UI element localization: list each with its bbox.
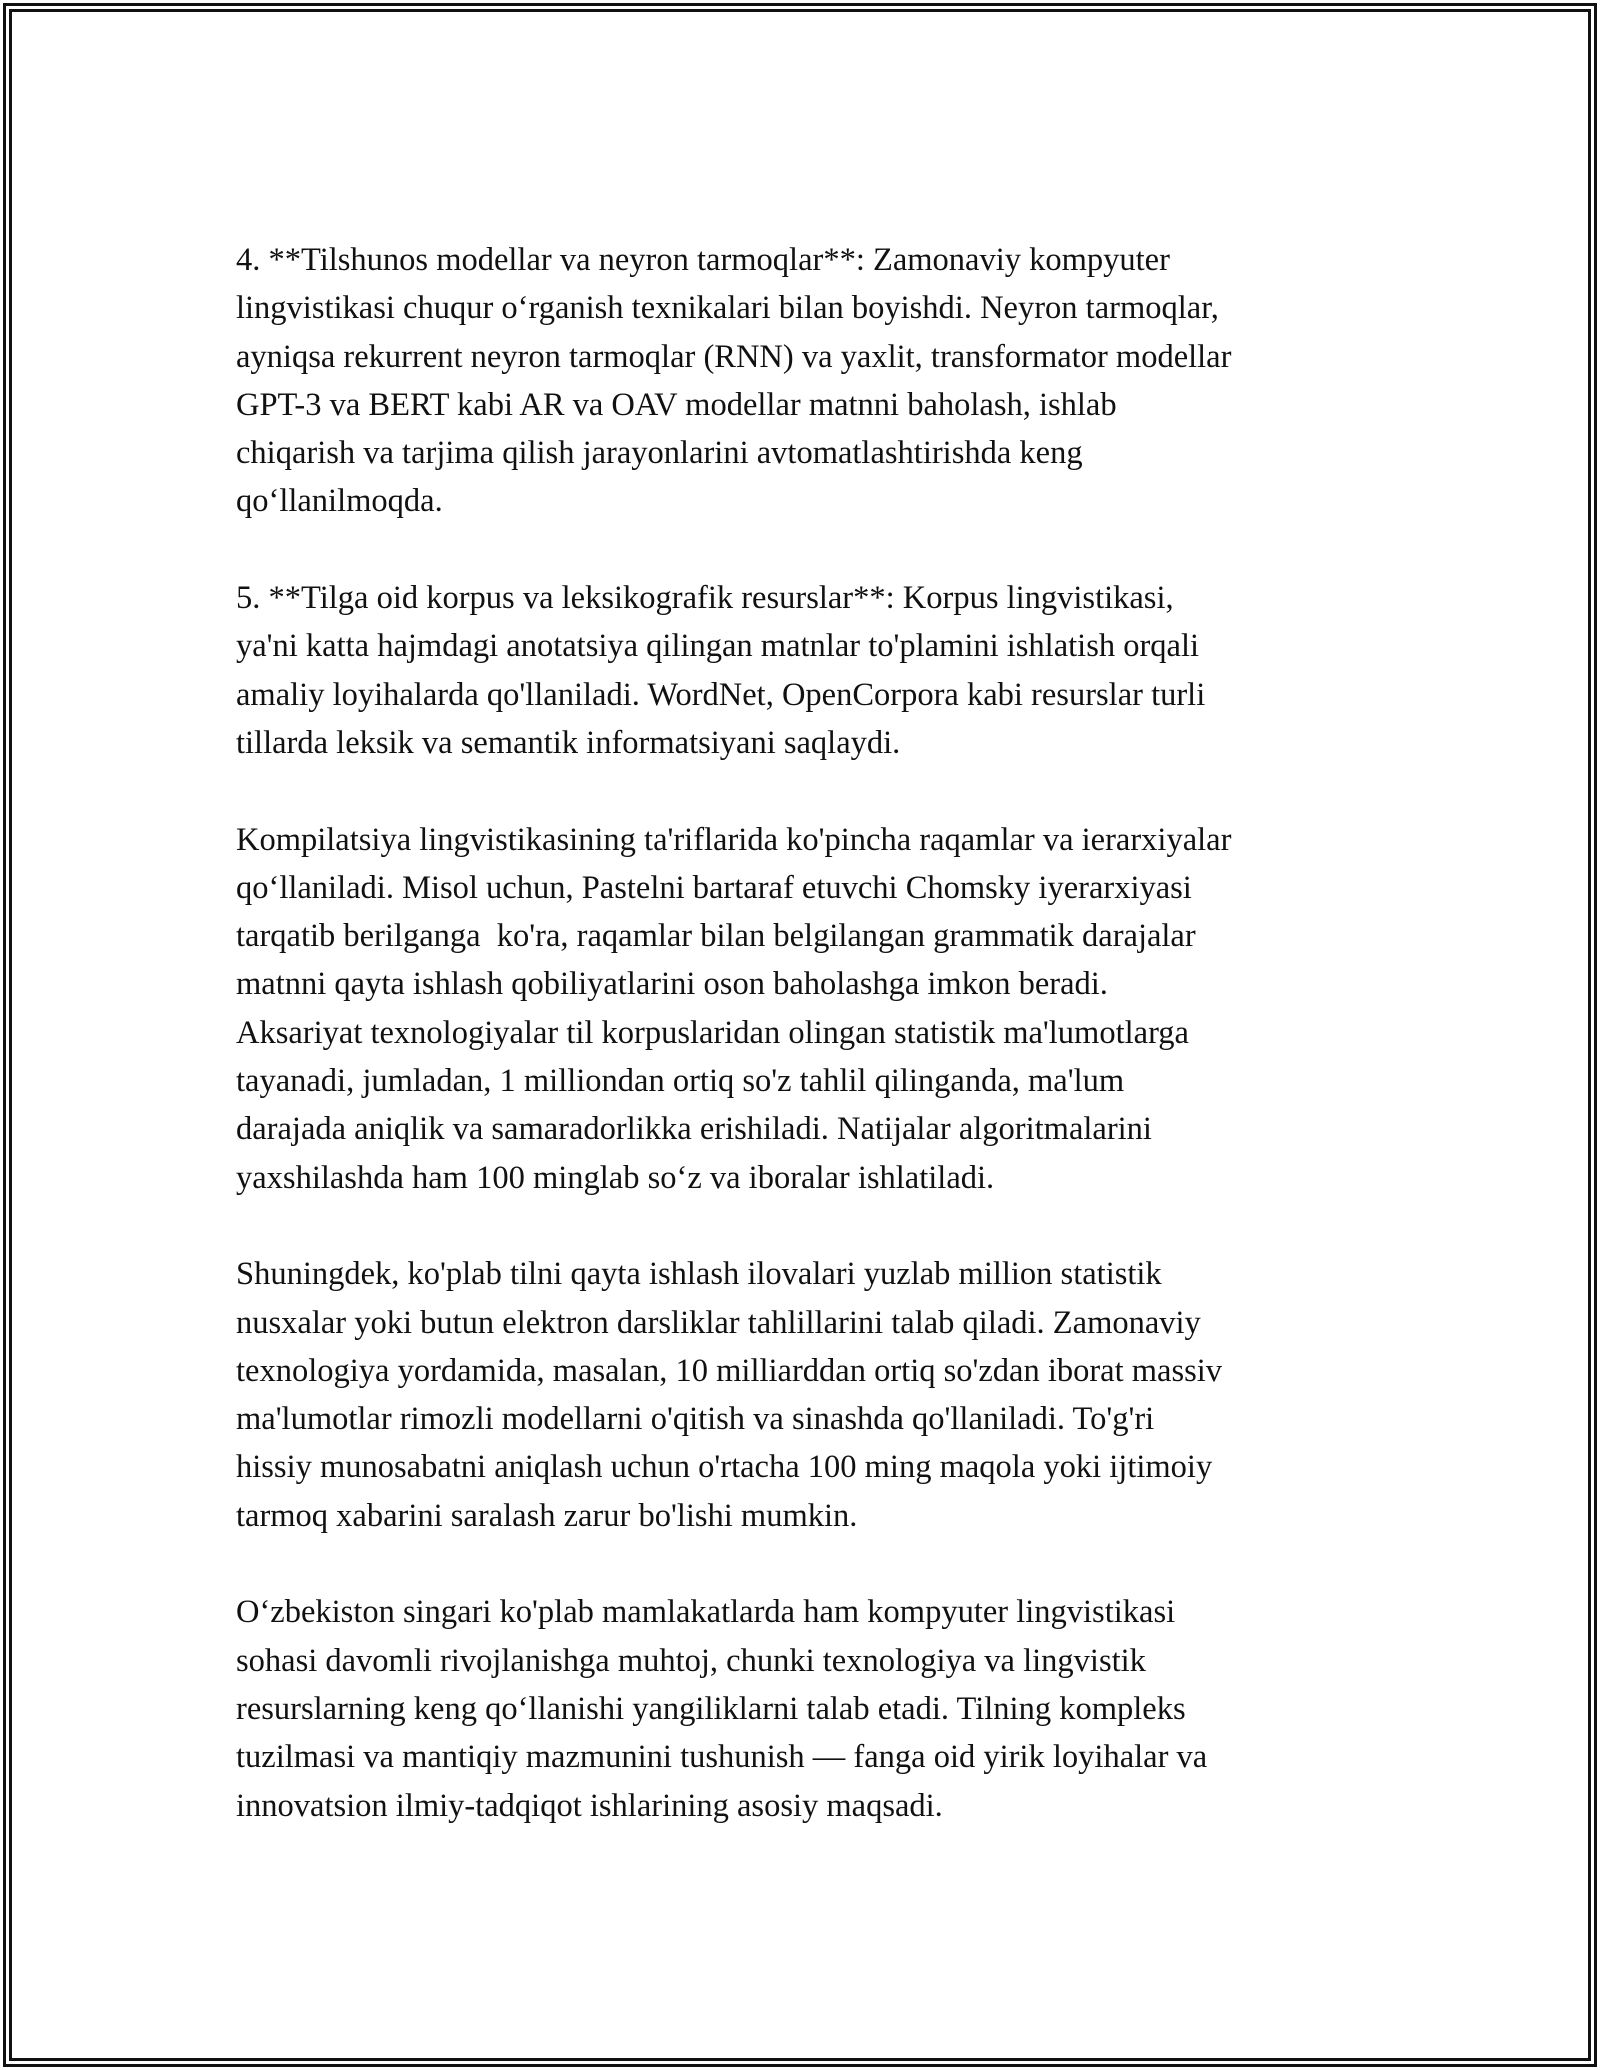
paragraph-corpus-resources — [236, 574, 1416, 767]
text-line: O‘zbekiston singari ko'plab mamlakatlarda ham kompyuter lingvistikasi — [236, 1594, 1176, 1631]
paragraph-neural-models — [236, 236, 1416, 526]
text-line: nusxalar yoki butun elektron darsliklar tahlillarini talab qiladi. Zamonaviy — [236, 1304, 1201, 1341]
text-line: qo‘llanilmoqda. — [236, 483, 443, 520]
text-line: Shuningdek, ko'plab tilni qayta ishlash ilovalari yuzlab million statistik — [236, 1256, 1162, 1293]
text-line: lingvistikasi chuqur o‘rganish texnikalari bilan boyishdi. Neyron tarmoqlar, — [236, 290, 1219, 327]
text-line: amaliy loyihalarda qo'llaniladi. WordNet, OpenCorpora kabi resurslar turli — [236, 676, 1206, 713]
text-line: tayanadi, jumladan, 1 milliondan ortiq so'z tahlil qilinganda, ma'lum — [236, 1063, 1125, 1100]
text-line: GPT-3 va BERT kabi AR va OAV modellar matnni baholash, ishlab — [236, 386, 1117, 423]
text-line: 4. **Tilshunos modellar va neyron tarmoqlar**: Zamonaviy kompyuter — [236, 242, 1170, 278]
text-line: matnni qayta ishlash qobiliyatlarini oson baholashga imkon beradi. — [236, 966, 1108, 1003]
text-line: hissiy munosabatni aniqlash uchun o'rtacha 100 ming maqola yoki ijtimoiy — [236, 1449, 1213, 1486]
text-line: yaxshilashda ham 100 minglab so‘z va iboralar ishlatiladi. — [236, 1159, 995, 1196]
text-line: innovatsion ilmiy-tadqiqot ishlarining asosiy maqsadi. — [236, 1787, 943, 1824]
text-line: ya'ni katta hajmdagi anotatsiya qilingan matnlar to'plamini ishlatish orqali — [236, 628, 1200, 665]
text-line: tillarda leksik va semantik informatsiyani saqlaydi. — [236, 724, 901, 761]
paragraph-compilation-linguistics — [236, 816, 1416, 1202]
document-body — [236, 236, 1416, 1878]
text-line: Kompilatsiya lingvistikasining ta'riflarida ko'pincha raqamlar va ierarxiyalar — [236, 821, 1232, 858]
text-line: ayniqsa rekurrent neyron tarmoqlar (RNN) va yaxlit, transformator modellar — [236, 338, 1232, 375]
paragraph-uzbekistan — [236, 1588, 1416, 1829]
text-line: resurslarning keng qo‘llanishi yangiliklarni talab etadi. Tilning kompleks — [236, 1690, 1186, 1727]
text-line: darajada aniqlik va samaradorlikka erishiladi. Natijalar algoritmalarini — [236, 1111, 1152, 1148]
text-line: sohasi davomli rivojlanishga muhtoj, chunki texnologiya va lingvistik — [236, 1642, 1146, 1679]
text-line: tuzilmasi va mantiqiy mazmunini tushunish — fanga oid yirik loyihalar va — [236, 1739, 1208, 1776]
text-line: ma'lumotlar rimozli modellarni o'qitish va sinashda qo'llaniladi. To'g'ri — [236, 1401, 1155, 1438]
text-line: tarmoq xabarini saralash zarur bo'lishi mumkin. — [236, 1497, 858, 1534]
paragraph-processing-applications — [236, 1250, 1416, 1540]
text-line: tarqatib berilganga ko'ra, raqamlar bilan belgilangan grammatik darajalar — [236, 918, 1196, 955]
text-line: 5. **Tilga oid korpus va leksikografik resurslar**: Korpus lingvistikasi, — [236, 580, 1174, 617]
text-line: Aksariyat texnologiyalar til korpuslaridan olingan statistik ma'lumotlarga — [236, 1014, 1189, 1051]
text-line: texnologiya yordamida, masalan, 10 milliarddan ortiq so'zdan iborat massiv — [236, 1352, 1223, 1389]
text-line: chiqarish va tarjima qilish jarayonlarini avtomatlashtirishda keng — [236, 435, 1083, 472]
text-line: qo‘llaniladi. Misol uchun, Pastelni bartaraf etuvchi Chomsky iyerarxiyasi — [236, 869, 1192, 906]
